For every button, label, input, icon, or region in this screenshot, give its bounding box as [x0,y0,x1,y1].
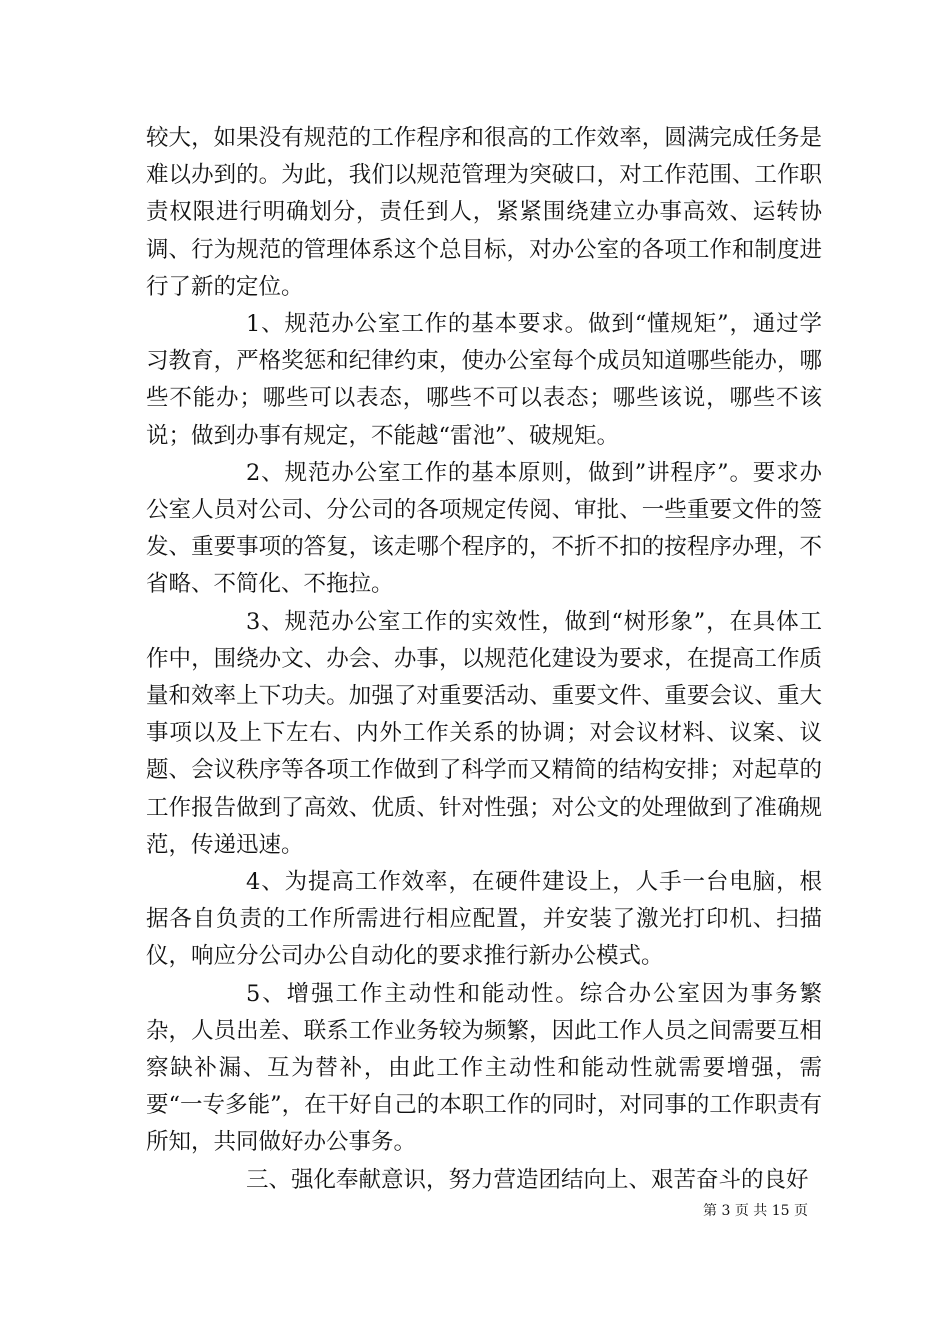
paragraph-item-1: 1、规范办公室工作的基本要求。做到“懂规矩”，通过学习教育，严格奖惩和纪律约束，使办公室每个成员知道哪些能办，哪些不能办；哪些可以表态，哪些不可以表态；哪些该说，哪些不该说；做到办事有规定，不能越“雷池”、破规矩。 [146,311,822,449]
paragraph-item-5: 5、增强工作主动性和能动性。综合办公室因为事务繁杂，人员出差、联系工作业务较为频繁，因此工作人员之间需要互相察缺补漏、互为替补，由此工作主动性和能动性就需要增强，需要“一专多能”，在干好自己的本职工作的同时，对同事的工作职责有所知，共同做好办公事务。 [146,980,822,1156]
paragraph-item-3: 3、规范办公室工作的实效性，做到“树形象”，在具体工作中，围绕办文、办会、办事，以规范化建设为要求，在提高工作质量和效率上下功夫。加强了对重要活动、重要文件、重要会议、重大事项以及上下左右、内外工作关系的协调；对会议材料、议案、议题、会议秩序等各项工作做到了科学而又精简的结构安排；对起草的工作报告做到了高效、优质、针对性强；对公文的处理做到了准确规范，传递迅速。 [146,608,822,858]
paragraph-item-4: 4、为提高工作效率，在硬件建设上，人手一台电脑，根据各自负责的工作所需进行相应配置，并安装了激光打印机、扫描仪，响应分公司办公自动化的要求推行新办公模式。 [146,869,822,970]
paragraph-item-2: 2、规范办公室工作的基本原则，做到”讲程序”。要求办公室人员对公司、分公司的各项规定传阅、审批、一些重要文件的签发、重要事项的答复，该走哪个程序的，不折不扣的按程序办理，不省略、不简化、不拖拉。 [146,459,822,598]
page-number-footer: 第 3 页 共 15 页 [703,1203,808,1219]
paragraph-section-3-heading: 三、强化奉献意识，努力营造团结向上、艰苦奋斗的良好 [246,1166,809,1193]
document-body [146,120,822,1199]
paragraph-intro-continuation: 较大，如果没有规范的工作程序和很高的工作效率，圆满完成任务是难以办到的。为此，我们以规范管理为突破口，对工作范围、工作职责权限进行明确划分，责任到人，紧紧围绕建立办事高效、运转协调、行为规范的管理体系这个总目标，对办公室的各项工作和制度进行了新的定位。 [146,125,822,300]
